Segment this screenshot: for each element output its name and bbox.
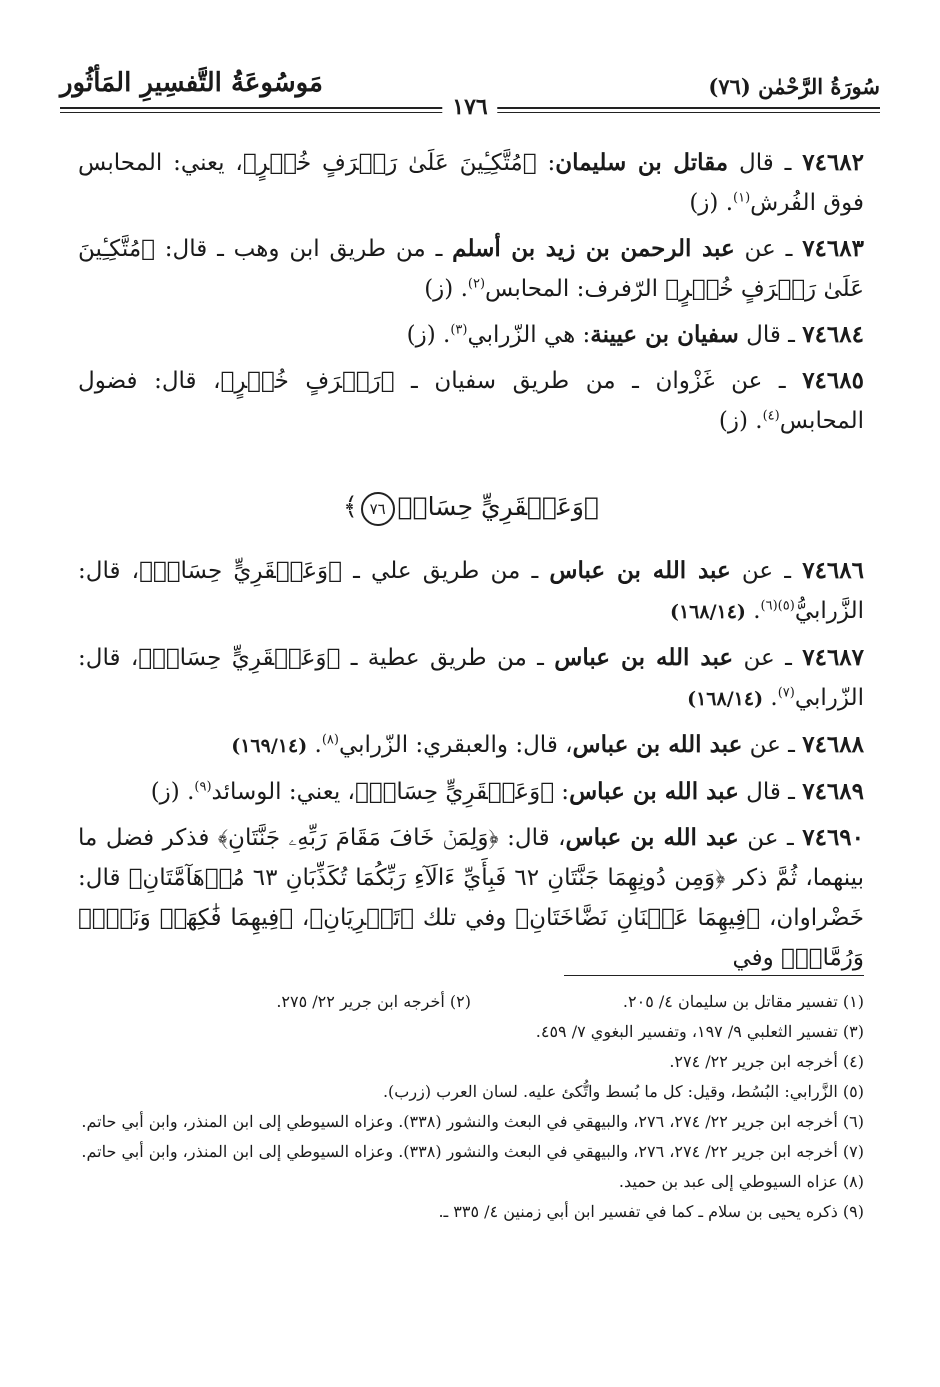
narration-entry: ٧٤٦٨٤ ـ قال سفيان بن عيينة: هي الزّرابي$^{(٣)}$. (ز): [406, 321, 864, 348]
surah-title: سُورَةُ الرَّحْمٰن (٧٦): [708, 74, 880, 99]
narration-number: ٧٤٦٨٨: [802, 731, 864, 758]
footnote: (١) تفسير مقاتل بن سليمان ٤/ ٢٠٥.: [622, 992, 864, 1011]
quran-quote: ﴿مُتَّكِـِٔينَ عَلَىٰ رَفۡرَفٍ خُضۡرٍ﴾: [242, 150, 537, 176]
narration-entry: ٧٤٦٨٢ ـ قال مقاتل بن سليمان: ﴿مُتَّكِـِٔينَ عَلَىٰ رَفۡرَفٍ خُضۡرٍ﴾، يعني: المحابس فوق الفُرش$^{(١)}$. (ز): [78, 149, 865, 216]
narrator-name: سفيان بن عيينة: [590, 321, 739, 348]
narration-entry: ٧٤٦٩٠ ـ عن عبد الله بن عباس، قال: ﴿وَلِمَنۡ خَافَ مَقَامَ رَبِّهِۦ جَنَّتَانِ﴾ فذكر فضل ما بينهما، ثُمَّ ذكر ﴿وَمِن دُونِهِمَا جَنَّتَانِ ٦٢ فَبِأَيِّ ءَالَآءِ رَبِّكُمَا تُكَذِّبَانِ ٦٣ مُدۡهَآمَّتَانِ﴾ قال: خَضْراوان، ﴿فِيهِمَا عَيۡنَانِ نَضَّاخَتَانِ﴾ وفي تلك ﴿تَجۡرِيَانِ﴾، ﴿فِيهِمَا فَٰكِهَةٞ وَنَخۡلٞ وَرُمَّانٞ﴾ وفي: [78, 824, 865, 971]
page-header: [60, 64, 880, 120]
page-number: ١٧٦: [442, 94, 497, 120]
narrator-name: مقاتل بن سليمان: [555, 149, 729, 176]
narrator-name: عبد الرحمن بن زيد بن أسلم: [452, 235, 735, 262]
footnote: (٤) أخرجه ابن جرير ٢٢/ ٢٧٤.: [669, 1052, 864, 1071]
narration-number: ٧٤٦٨٩: [802, 778, 864, 805]
footnote-ref[interactable]: (٧): [777, 685, 795, 701]
footnote: (٥) الزَّرابي: البُسُط، وقيل: كل ما بُسط واتُّكئ عليه. لسان العرب (زرب).: [382, 1082, 864, 1101]
footnote: (٩) ذكره يحيى بن سلام ـ كما في تفسير ابن أبي زمنين ٤/ ٣٣٥ ـ.: [438, 1202, 864, 1221]
footnotes: [78, 988, 864, 1228]
narration-number: ٧٤٦٩٠: [802, 824, 865, 851]
narration-entry: ٧٤٦٨٨ ـ عن عبد الله بن عباس، قال: والعبقري: الزّرابي$^{(٨)}$. (١٦٩/١٤): [231, 731, 864, 758]
narration-entry: ٧٤٦٨٧ ـ عن عبد الله بن عباس ـ من طريق عطية ـ ﴿وَعَبۡقَرِيٍّ حِسَانٖ﴾، قال: الزّرابي$^{(٧)}$. (١٦٨/١٤): [78, 644, 865, 711]
narration-entry: ٧٤٦٨٥ ـ عن غَزْوان ـ من طريق سفيان ـ ﴿رَفۡرَفٍ خُضۡرٍ﴾، قال: فضول المحابس$^{(٤)}$. (ز): [78, 367, 864, 434]
footnote-ref[interactable]: (٣): [450, 322, 468, 338]
footnote-separator: [564, 975, 864, 976]
footnote-ref[interactable]: (٤): [762, 408, 780, 424]
source-reference: (١٦٨/١٤): [669, 601, 746, 623]
narration-number: ٧٤٦٨٢: [802, 149, 865, 176]
footnote: (٧) أخرجه ابن جرير ٢٢/ ٢٧٤، ٢٧٦، والبيهقي في البعث والنشور (٣٣٨). وعزاه السيوطي إلى ابن المنذر، وابن أبي حاتم.: [81, 1142, 864, 1161]
footnote-ref[interactable]: (٨): [321, 732, 339, 748]
narration-entry: ٧٤٦٨٩ ـ قال عبد الله بن عباس: ﴿وَعَبۡقَرِيٍّ حِسَانٖ﴾، يعني: الوسائد$^{(٩)}$. (ز): [150, 778, 864, 805]
narrator-name: عبد الله بن عباس: [569, 778, 739, 805]
quran-quote: ﴿رَفۡرَفٍ خُضۡرٍ﴾: [220, 368, 395, 394]
narrator-name: عبد الله بن عباس: [549, 557, 731, 584]
narration-entry: ٧٤٦٨٦ ـ عن عبد الله بن عباس ـ من طريق علي ـ ﴿وَعَبۡقَرِيٍّ حِسَانٖ﴾، قال: الزَّرابيُّ$^{(٥)(٦)}$. (١٦٨/١٤): [78, 557, 864, 624]
footnote-ref[interactable]: (١): [733, 190, 751, 206]
narration-entry: ٧٤٦٨٣ ـ عن عبد الرحمن بن زيد بن أسلم ـ من طريق ابن وهب ـ قال: ﴿مُتَّكِـِٔينَ عَلَىٰ رَفۡرَفٍ خُضۡرٍ﴾ الرّفرف: المحابس$^{(٢)}$. (ز): [78, 235, 864, 302]
quran-quote: ﴿وَعَبۡقَرِيٍّ حِسَانٖ﴾: [138, 645, 341, 671]
source-reference: (١٦٩/١٤): [231, 735, 308, 757]
footnote-ref[interactable]: (٢): [467, 276, 486, 292]
narrator-name: عبد الله بن عباس: [565, 824, 739, 851]
narration-number: ٧٤٦٨٣: [802, 235, 864, 262]
footnote: (٦) أخرجه ابن جرير ٢٢/ ٢٧٤، ٢٧٦، والبيهقي في البعث والنشور (٣٣٨). وعزاه السيوطي إلى ابن المنذر، وابن أبي حاتم.: [81, 1112, 864, 1131]
narrator-name: عبد الله بن عباس: [572, 731, 743, 758]
footnote-ref[interactable]: (٩): [194, 779, 212, 795]
narration-number: ٧٤٦٨٤: [802, 321, 864, 348]
book-title: مَوسُوعَةُ التَّفسِيرِ المَأثُور: [60, 68, 323, 98]
footnote: (٨) عزاه السيوطي إلى عبد بن حميد.: [618, 1172, 864, 1191]
source-reference: (١٦٨/١٤): [687, 688, 764, 710]
ayah-number-marker: ٧٦: [361, 492, 395, 526]
footnote-ref[interactable]: (٥)(٦): [760, 598, 795, 614]
quran-quote: ﴿مُتَّكِـِٔينَ عَلَىٰ رَفۡرَفٍ خُضۡرٍ﴾: [78, 236, 864, 302]
narration-number: ٧٤٦٨٦: [802, 557, 864, 584]
quran-quote: ﴿وَلِمَنۡ خَافَ مَقَامَ رَبِّهِۦ جَنَّتَانِ﴾: [217, 825, 499, 851]
page-body: [78, 143, 864, 984]
footnote: (٣) تفسير الثعلبي ٩/ ١٩٧، وتفسير البغوي ٧/ ٤٥٩.: [535, 1022, 864, 1041]
footnote-row: [78, 988, 864, 1015]
quran-quote: ﴿وَعَبۡقَرِيٍّ حِسَانٖ﴾: [354, 779, 554, 805]
quran-quote: ﴿وَعَبۡقَرِيٍّ حِسَانٖ﴾: [139, 558, 342, 584]
narrator-name: عبد الله بن عباس: [554, 644, 734, 671]
verse-text: ﴿وَعَبۡقَرِيٍّ حِسَانٖ: [397, 492, 599, 521]
footnote: (٢) أخرجه ابن جرير ٢٢/ ٢٧٥.: [276, 992, 471, 1011]
verse-heading: ﴿وَعَبۡقَرِيٍّ حِسَانٖ٧٦﴾: [78, 485, 864, 529]
narration-number: ٧٤٦٨٧: [802, 644, 865, 671]
narration-number: ٧٤٦٨٥: [802, 367, 864, 394]
